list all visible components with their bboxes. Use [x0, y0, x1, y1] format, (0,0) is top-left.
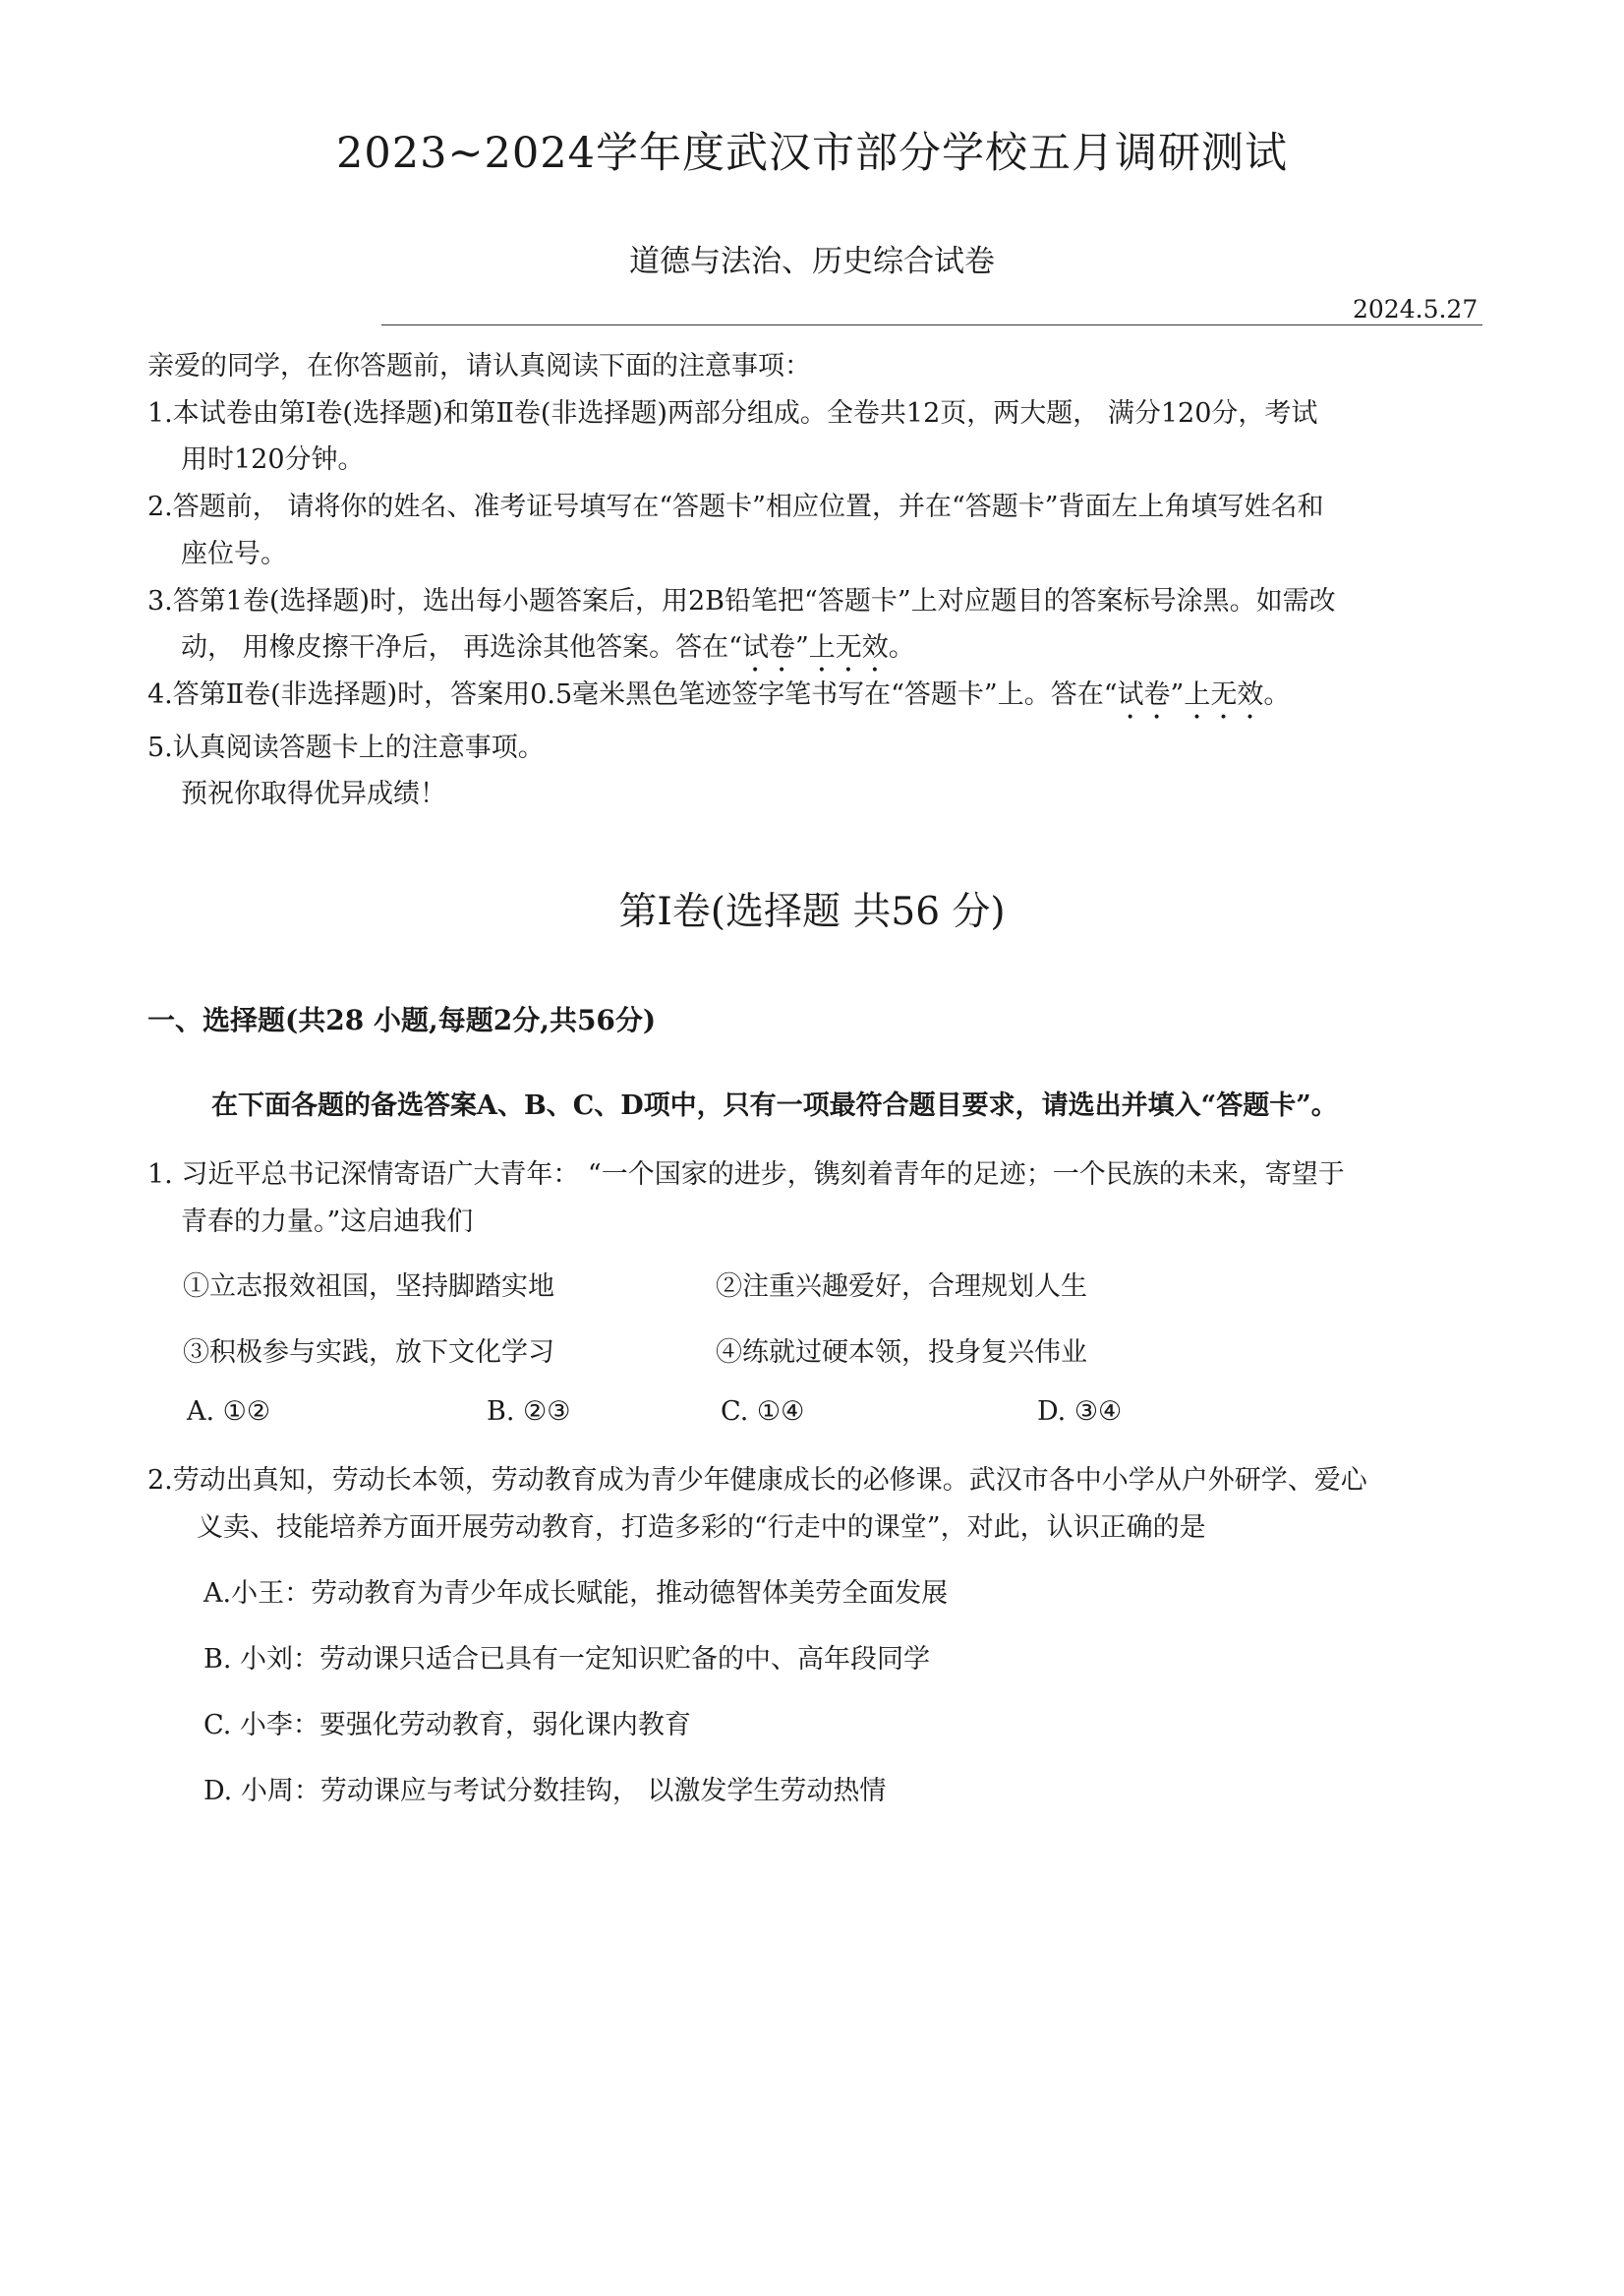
notice-item-3: 3.答第1卷(选择题)时，选出每小题答案后，用2B铅笔把“答题卡”上对应题目的答案标号涂黑。如需改: [147, 586, 1336, 617]
notice-item-2: 2.答题前， 请将你的姓名、准考证号填写在“答题卡”相应位置，并在“答题卡”背面左上角填写姓名和: [147, 492, 1324, 522]
exam-subtitle: 道德与法治、历史综合试卷: [629, 244, 995, 279]
notice-item-4: [147, 673, 1290, 726]
question-2-option-a: A.小王：劳动教育为青少年成长赋能，推动德智体美劳全面发展: [203, 1578, 949, 1609]
notice-item-5: 5.认真阅读答题卡上的注意事项。: [147, 733, 545, 763]
question-2-stem: 2.劳动出真知，劳动长本领，劳动教育成为青少年健康成长的必修课。武汉市各中小学从户外研学、爱心: [147, 1465, 1367, 1496]
exam-title: 2023~2024学年度武汉市部分学校五月调研测试: [336, 129, 1288, 178]
question-1-statement: ②注重兴趣爱好，合理规划人生: [716, 1271, 1087, 1302]
notice-item-4-emphasis: “试卷”上无效: [1103, 679, 1264, 710]
notice-item-1: 1.本试卷由第Ⅰ卷(选择题)和第Ⅱ卷(非选择题)两部分组成。全卷共12页，两大题， 满分120分，考试: [147, 398, 1318, 429]
notice-wish: 预祝你取得优异成绩！: [181, 779, 446, 809]
question-1-statement: ①立志报效祖国，坚持脚踏实地: [183, 1271, 554, 1302]
notice-item-4-text: 4.答第Ⅱ卷(非选择题)时，答案用0.5毫米黑色笔迹签字笔书写在“答题卡”上。答在: [147, 679, 1104, 710]
notice-item-1-cont: 用时120分钟。: [181, 444, 365, 475]
section-title: 第Ⅰ卷(选择题 共56 分): [618, 890, 1006, 934]
question-1-option-a: A. ①②: [187, 1396, 271, 1427]
notice-item-3-emphasis: “试卷”上无效: [728, 632, 889, 663]
question-2-option-c: C. 小李：要强化劳动教育，弱化课内教育: [203, 1710, 691, 1740]
notice-intro: 亲爱的同学，在你答题前，请认真阅读下面的注意事项：: [147, 351, 811, 382]
part-title: 一、选择题(共28 小题,每题2分,共56分): [147, 1004, 657, 1036]
notice-item-3-end: 。: [888, 632, 915, 663]
instruction: 在下面各题的备选答案A、B、C、D项中，只有一项最符合题目要求，请选出并填入“答题卡”。: [211, 1090, 1338, 1121]
question-1-stem-cont: 青春的力量。”这启迪我们: [181, 1207, 474, 1237]
question-1-option-c: C. ①④: [721, 1396, 805, 1427]
exam-date: 2024.5.27: [1353, 295, 1479, 324]
notice-item-3-text: 动， 用橡皮擦干净后， 再选涂其他答案。答在: [181, 632, 729, 663]
question-2-option-d: D. 小周：劳动课应与考试分数挂钩， 以激发学生劳动热情: [203, 1776, 887, 1806]
question-1-option-b: B. ②③: [487, 1396, 571, 1427]
question-1-statement: ③积极参与实践，放下文化学习: [183, 1337, 554, 1368]
header-rule: [381, 324, 1482, 325]
question-1-statement: ④练就过硬本领，投身复兴伟业: [716, 1337, 1087, 1368]
notice-item-2-cont: 座位号。: [181, 539, 287, 569]
notice-item-3-cont: [181, 625, 915, 678]
notice-item-4-end: 。: [1263, 679, 1291, 710]
question-1-stem: 1. 习近平总书记深情寄语广大青年： “一个国家的进步，镌刻着青年的足迹；一个民族的未来，寄望于: [147, 1159, 1345, 1190]
question-1-option-d: D. ③④: [1037, 1396, 1123, 1427]
question-2-stem-cont: 义卖、技能培养方面开展劳动教育，打造多彩的“行走中的课堂”，对此，认识正确的是: [197, 1512, 1206, 1543]
question-2-option-b: B. 小刘：劳动课只适合已具有一定知识贮备的中、高年段同学: [203, 1644, 931, 1675]
